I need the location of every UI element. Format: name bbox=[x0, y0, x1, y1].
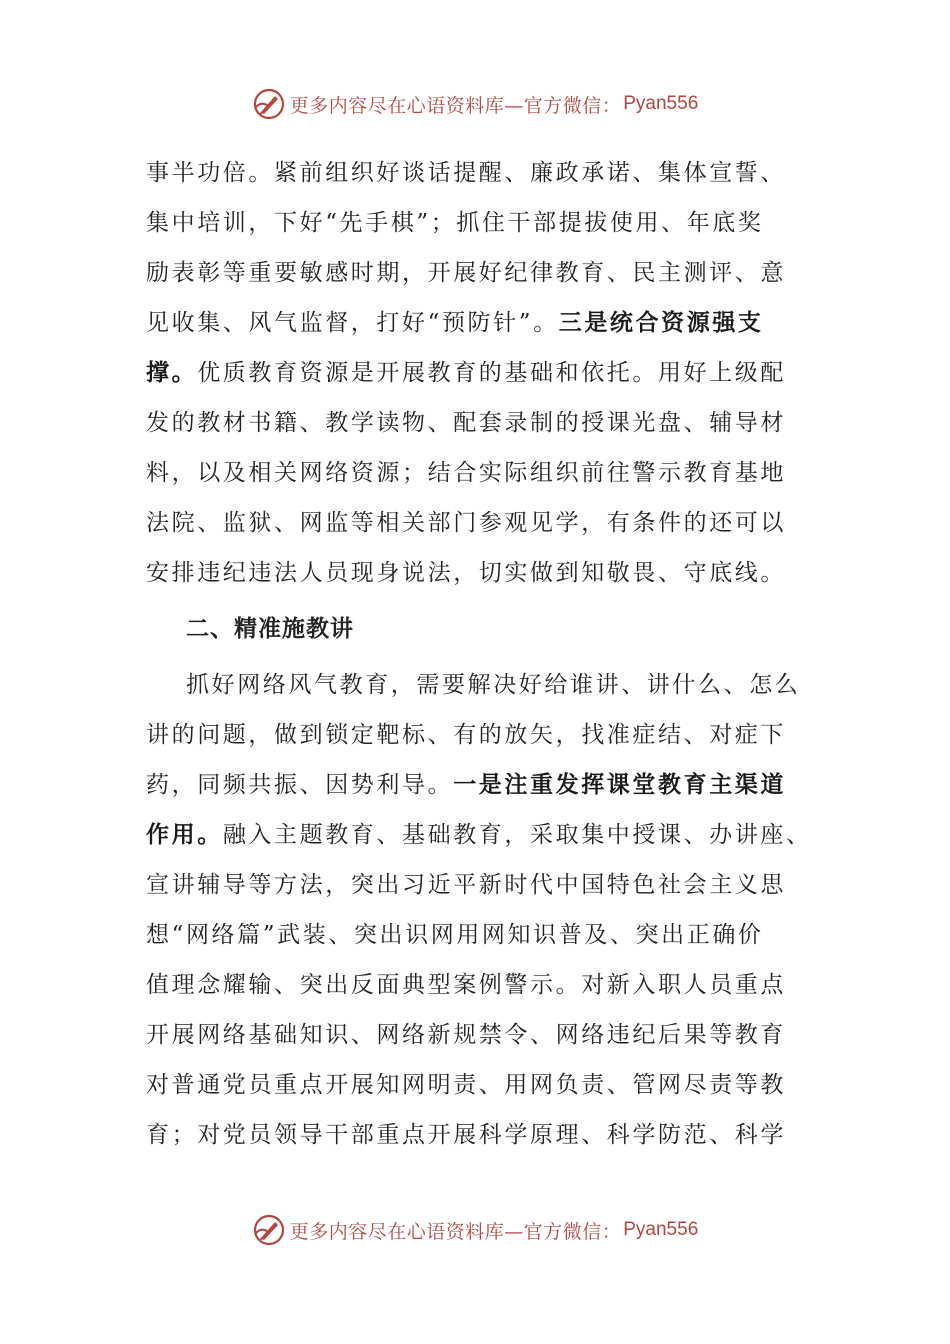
text-line: 事半功倍。紧前组织好谈话提醒、廉政承诺、集体宣誓、 bbox=[146, 160, 786, 186]
text-line bbox=[146, 760, 826, 810]
watermark-wechat-id: Pyan556 bbox=[623, 1219, 699, 1240]
text-line: 开展网络基础知识、网络新规禁令、网络违纪后果等教育 bbox=[146, 1022, 786, 1048]
text-line: 集中培训，下好“先手棋”；抓住干部提拔使用、年底奖 bbox=[146, 210, 764, 236]
text-line: 值理念耀输、突出反面典型案例警示。对新入职人员重点 bbox=[146, 972, 786, 998]
watermark-text: 更多内容尽在心语资料库—官方微信： bbox=[289, 94, 622, 117]
bold-point-heading: 撑。 bbox=[146, 360, 198, 386]
bold-point-heading: 三是统合资源强支 bbox=[558, 310, 764, 336]
pen-logo-icon bbox=[252, 1213, 286, 1247]
watermark-text: 更多内容尽在心语资料库—官方微信： bbox=[289, 1220, 622, 1243]
text-segment: 见收集、风气监督，打好“预防针”。 bbox=[146, 310, 559, 336]
text-line: 发的教材书籍、教学读物、配套录制的授课光盘、辅导材 bbox=[146, 410, 786, 436]
text-line bbox=[146, 298, 826, 348]
text-line: 想“网络篇”武装、突出识网用网知识普及、突出正确价 bbox=[146, 922, 764, 948]
text-line bbox=[146, 810, 826, 860]
text-line: 宣讲辅导等方法，突出习近平新时代中国特色社会主义思 bbox=[146, 872, 786, 898]
text-line: 安排违纪违法人员现身说法，切实做到知敬畏、守底线。 bbox=[146, 560, 786, 586]
section-heading: 二、精准施教讲 bbox=[186, 616, 354, 642]
document-body bbox=[146, 148, 826, 1160]
text-line: 讲的问题，做到锁定靶标、有的放矢，找准症结、对症下 bbox=[146, 722, 786, 748]
bold-point-heading: 作用。 bbox=[146, 822, 223, 848]
text-segment: 药，同频共振、因势利导。 bbox=[146, 772, 454, 798]
text-segment: 优质教育资源是开展教育的基础和依托。用好上级配 bbox=[197, 360, 787, 386]
pen-logo-icon bbox=[252, 87, 286, 121]
text-line: 抓好网络风气教育，需要解决好给谁讲、讲什么、怎么 bbox=[186, 672, 801, 698]
bold-point-heading: 一是注重发挥课堂教育主渠道 bbox=[453, 772, 787, 798]
text-line: 料，以及相关网络资源；结合实际组织前往警示教育基地 bbox=[146, 460, 786, 486]
header-watermark bbox=[0, 86, 950, 122]
watermark-wechat-id: Pyan556 bbox=[623, 93, 699, 114]
text-line: 对普通党员重点开展知网明责、用网负责、管网尽责等教 bbox=[146, 1072, 786, 1098]
text-line: 法院、监狱、网监等相关部门参观见学，有条件的还可以 bbox=[146, 510, 786, 536]
text-line: 励表彰等重要敏感时期，开展好纪律教育、民主测评、意 bbox=[146, 260, 786, 286]
text-line: 育；对党员领导干部重点开展科学原理、科学防范、科学 bbox=[146, 1122, 786, 1148]
footer-watermark bbox=[0, 1212, 950, 1248]
text-line bbox=[146, 348, 826, 398]
text-segment: 融入主题教育、基础教育，采取集中授课、办讲座、 bbox=[222, 822, 812, 848]
